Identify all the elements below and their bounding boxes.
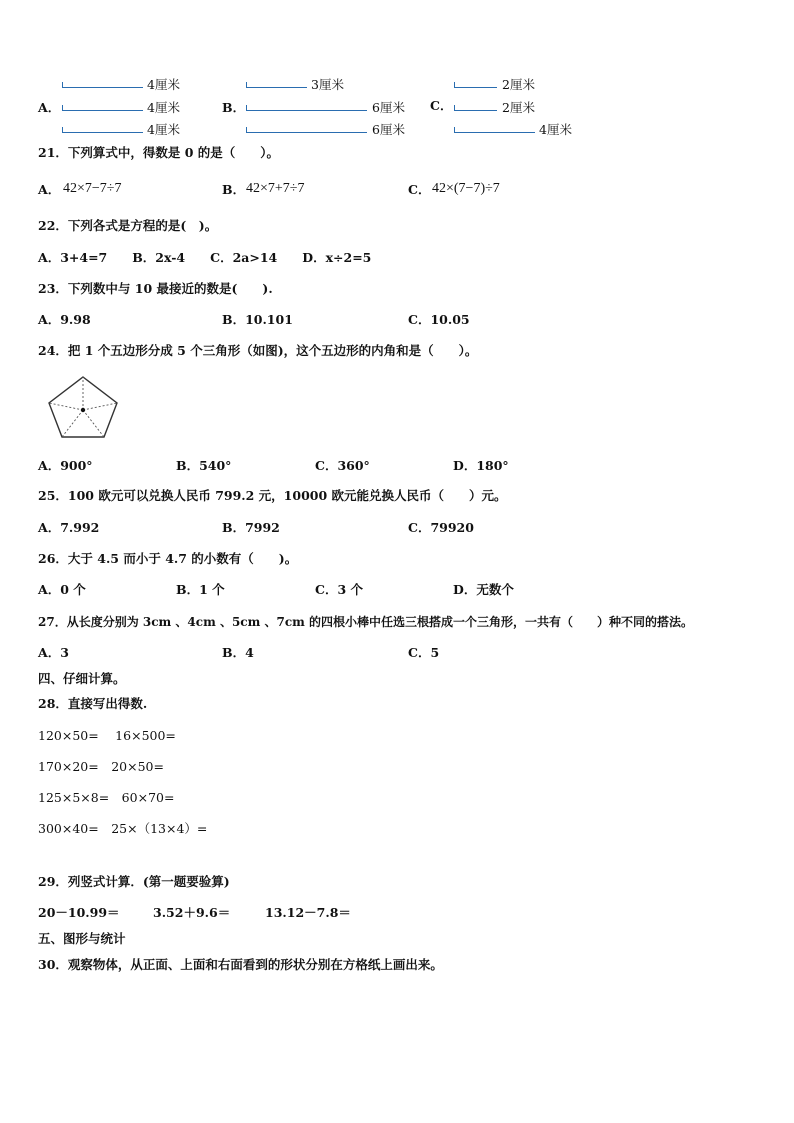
q20-b-label-3: 6厘米 xyxy=(372,122,405,137)
q20-a-segment-2 xyxy=(62,105,143,111)
q23-stem: 23．下列数中与 10 最接近的数是( ). xyxy=(38,281,273,296)
q25-option-c: C．79920 xyxy=(408,520,474,535)
q20-c-label-1: 2厘米 xyxy=(502,77,535,92)
q23-option-c: C．10.05 xyxy=(408,312,470,327)
q20-c-segment-2 xyxy=(454,105,497,111)
q20-option-b-letter: B． xyxy=(222,100,246,115)
q21-option-a-expr: 42×7−7÷7 xyxy=(63,181,122,196)
q30-stem: 30．观察物体，从正面、上面和右面看到的形状分别在方格纸上画出来。 xyxy=(38,957,443,972)
q20-c-label-3: 4厘米 xyxy=(539,122,572,137)
q25-stem: 25．100 欧元可以兑换人民币 799.2 元，10000 欧元能兑换人民币（ ）元。 xyxy=(38,488,507,503)
section-5-heading: 五、图形与统计 xyxy=(38,931,126,946)
q21-stem: 21．下列算式中，得数是 0 的是（ ）。 xyxy=(38,145,280,160)
section-4-heading: 四、仔细计算。 xyxy=(38,671,126,686)
q27-option-a: A．3 xyxy=(38,645,69,660)
q27-option-b: B．4 xyxy=(222,645,254,660)
q21-option-c-letter: C． xyxy=(408,182,431,197)
q21-option-b-letter: B． xyxy=(222,182,246,197)
q24-option-d: D．180° xyxy=(453,458,509,473)
q26-option-d: D．无数个 xyxy=(453,582,514,597)
q20-b-segment-1 xyxy=(246,82,307,88)
q26-option-b: B．1 个 xyxy=(176,582,225,597)
q26-option-c: C．3 个 xyxy=(315,582,363,597)
q23-option-b: B．10.101 xyxy=(222,312,293,327)
q21-option-a-letter: A． xyxy=(38,182,61,197)
q20-a-segment-3 xyxy=(62,127,143,133)
q20-option-c-letter: C． xyxy=(430,98,453,113)
q28-row-3: 125×5×8= 60×70= xyxy=(38,790,175,805)
q25-option-a: A．7.992 xyxy=(38,520,100,535)
q27-option-c: C．5 xyxy=(408,645,440,660)
q24-option-c: C．360° xyxy=(315,458,370,473)
q26-option-a: A．0 个 xyxy=(38,582,86,597)
q20-option-a-letter: A． xyxy=(38,100,61,115)
q28-row-2: 170×20= 20×50= xyxy=(38,759,164,774)
q26-stem: 26．大于 4.5 而小于 4.7 的小数有（ )。 xyxy=(38,551,298,566)
q25-option-b: B．7992 xyxy=(222,520,280,535)
q23-option-a: A．9.98 xyxy=(38,312,91,327)
q29-stem: 29．列竖式计算．(第一题要验算) xyxy=(38,874,230,889)
q29-expr-2: 3.52＋9.6＝ xyxy=(153,905,231,920)
pentagon-figure xyxy=(46,374,120,440)
q22-options: A．3+4=7 B．2x-4 C．2a>14 D．x÷2=5 xyxy=(38,250,372,265)
q20-b-label-1: 3厘米 xyxy=(311,77,344,92)
q20-a-label-1: 4厘米 xyxy=(147,77,180,92)
q27-stem: 27．从长度分别为 3cm 、4cm 、5cm 、7cm 的四根小棒中任选三根搭成一个三角形，一共有（ ）种不同的搭法。 xyxy=(38,615,694,629)
q20-b-segment-2 xyxy=(246,105,367,111)
q20-b-label-2: 6厘米 xyxy=(372,100,405,115)
q24-option-b: B．540° xyxy=(176,458,232,473)
q20-c-segment-1 xyxy=(454,82,497,88)
q21-option-c-expr: 42×(7−7)÷7 xyxy=(432,181,500,196)
q20-a-segment-1 xyxy=(62,82,143,88)
q21-option-b-expr: 42×7+7÷7 xyxy=(246,181,305,196)
q20-a-label-2: 4厘米 xyxy=(147,100,180,115)
q29-expr-1: 20－10.99＝ xyxy=(38,905,120,920)
q29-expr-3: 13.12－7.8＝ xyxy=(265,905,351,920)
q24-stem: 24．把 1 个五边形分成 5 个三角形（如图)，这个五边形的内角和是（ ）。 xyxy=(38,343,478,358)
q20-c-segment-3 xyxy=(454,127,535,133)
q20-a-label-3: 4厘米 xyxy=(147,122,180,137)
q24-option-a: A．900° xyxy=(38,458,93,473)
q20-b-segment-3 xyxy=(246,127,367,133)
q28-stem: 28．直接写出得数. xyxy=(38,696,148,711)
q20-c-label-2: 2厘米 xyxy=(502,100,535,115)
q22-stem: 22．下列各式是方程的是( )。 xyxy=(38,218,218,233)
q28-row-4: 300×40= 25×（13×4）= xyxy=(38,821,208,836)
q28-row-1: 120×50= 16×500= xyxy=(38,728,176,743)
